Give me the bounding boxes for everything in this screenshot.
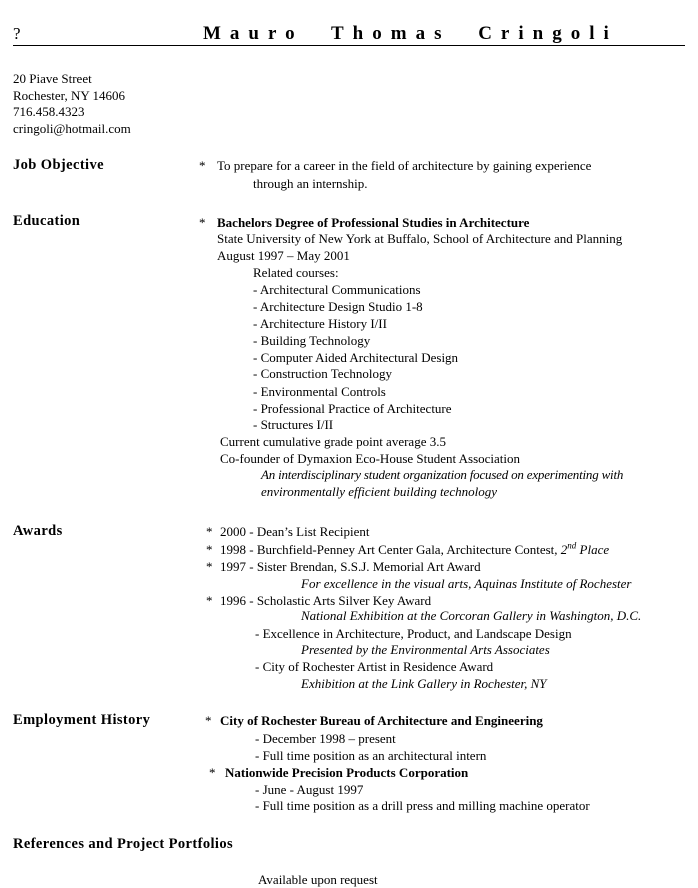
job-dates: - December 1998 – present <box>255 731 396 746</box>
course-item: - Architecture Design Studio 1-8 <box>253 299 423 314</box>
objective-line-1: To prepare for a career in the field of architecture by gaining experience <box>217 158 592 173</box>
courses-label: Related courses: <box>253 265 339 280</box>
award-sub-item: - City of Rochester Artist in Residence Award <box>255 659 494 674</box>
award-detail: National Exhibition at the Corcoran Gallery in Washington, D.C. <box>301 608 642 623</box>
section-heading-awards: Awards <box>13 523 63 539</box>
job-role: - Full time position as a drill press and milling machine operator <box>255 798 590 813</box>
education-cofounder: Co-founder of Dymaxion Eco-House Student Association <box>220 451 521 466</box>
course-item: - Computer Aided Architectural Design <box>253 350 459 365</box>
bullet: * <box>206 542 213 557</box>
section-heading-objective: Job Objective <box>13 157 104 173</box>
course-item: - Environmental Controls <box>253 384 386 399</box>
objective-line-2: through an internship. <box>253 176 368 191</box>
employer-name: Nationwide Precision Products Corporation <box>225 765 469 780</box>
education-school: State University of New York at Buffalo, School of Architecture and Planning <box>217 231 623 246</box>
award-text: 1998 - Burchfield-Penney Art Center Gala, Architecture Contest, <box>220 542 561 557</box>
job-role: - Full time position as an architectural intern <box>255 748 487 763</box>
bullet: * <box>199 215 206 230</box>
award-item: 1997 - Sister Brendan, S.S.J. Memorial Art Award <box>220 559 481 574</box>
education-degree: Bachelors Degree of Professional Studies in Architecture <box>217 215 530 230</box>
bullet: * <box>206 559 213 574</box>
org-description-line-1: An interdisciplinary student organization focused on experimenting with <box>261 467 624 482</box>
contact-phone: 716.458.4323 <box>13 104 85 119</box>
contact-street: 20 Piave Street <box>13 71 92 86</box>
course-item: - Building Technology <box>253 333 371 348</box>
education-gpa: Current cumulative grade point average 3.5 <box>220 434 446 449</box>
header-rule <box>13 45 685 46</box>
section-heading-education: Education <box>13 213 81 229</box>
course-item: - Architecture History I/II <box>253 316 387 331</box>
course-item: - Architectural Communications <box>253 282 421 297</box>
course-item: - Structures I/II <box>253 417 334 432</box>
page-title: Mauro Thomas Cringoli <box>203 23 618 44</box>
award-item: 2000 - Dean’s List Recipient <box>220 524 370 539</box>
employer-name: City of Rochester Bureau of Architecture and Engineering <box>220 713 543 728</box>
award-detail: Presented by the Environmental Arts Associates <box>301 642 550 657</box>
bullet: * <box>206 593 213 608</box>
award-sub-item: - Excellence in Architecture, Product, and Landscape Design <box>255 626 572 641</box>
bullet: * <box>205 713 212 728</box>
education-dates: August 1997 – May 2001 <box>217 248 350 263</box>
org-description-line-2: environmentally efficient building technology <box>261 484 497 499</box>
award-place: 2nd Place <box>560 540 610 557</box>
bullet: * <box>209 765 216 780</box>
contact-city: Rochester, NY 14606 <box>13 88 126 103</box>
award-detail: Exhibition at the Link Gallery in Rochester, NY <box>301 676 547 691</box>
header-marker: ? <box>13 24 21 43</box>
section-heading-employment: Employment History <box>13 712 151 728</box>
bullet: * <box>206 524 213 539</box>
award-item: 1996 - Scholastic Arts Silver Key Award <box>220 593 432 608</box>
award-detail: For excellence in the visual arts, Aquinas Institute of Rochester <box>301 576 632 591</box>
course-item: - Professional Practice of Architecture <box>253 401 452 416</box>
references-note: Available upon request <box>258 872 378 887</box>
section-heading-references: References and Project Portfolios <box>13 836 234 852</box>
award-item <box>220 542 609 558</box>
course-item: - Construction Technology <box>253 366 392 381</box>
contact-email: cringoli@hotmail.com <box>13 121 131 136</box>
job-dates: - June - August 1997 <box>255 782 364 797</box>
bullet: * <box>199 158 206 173</box>
